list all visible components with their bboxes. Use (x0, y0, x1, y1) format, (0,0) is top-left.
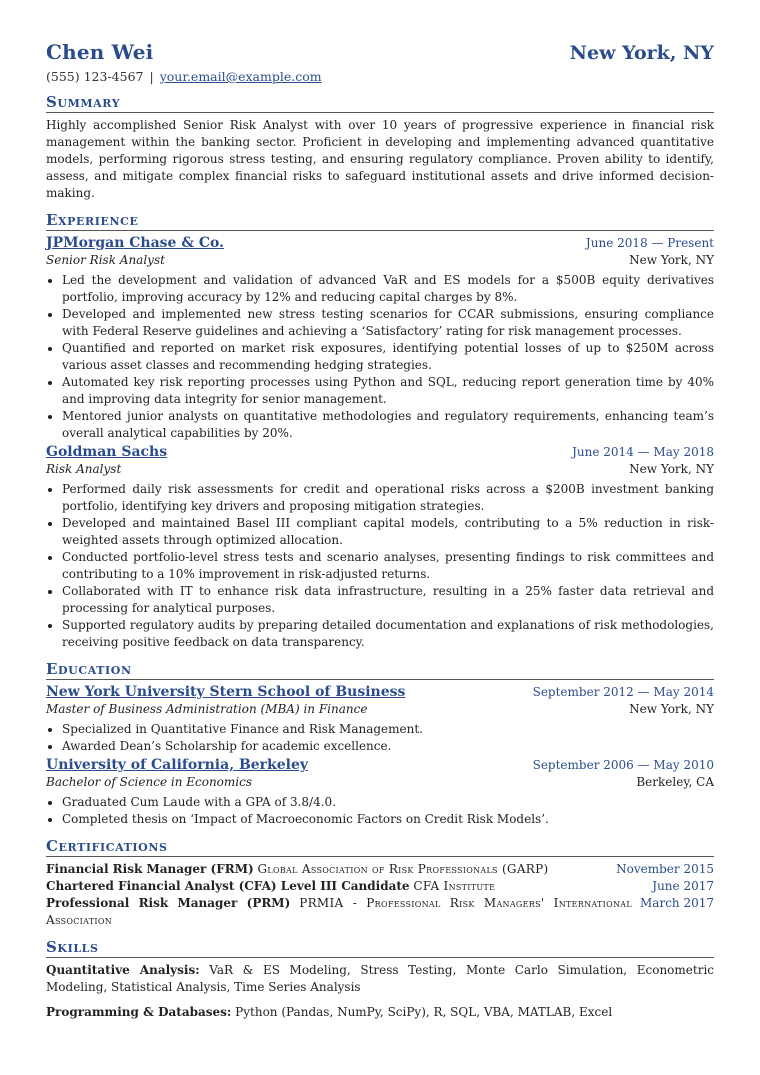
contact-separator: | (149, 69, 154, 84)
experience-location: New York, NY (629, 462, 714, 476)
skill-line (46, 1004, 714, 1021)
education-entry (46, 684, 714, 755)
education-entry (46, 757, 714, 828)
experience-bullet: • Developed and implemented new stress testing scenarios for CCAR submissions, ensuring compliance with Federal Reserve guidelines and achieving a ‘Satisfactory’ rating for risk management processes. (62, 306, 714, 340)
experience-organization-link[interactable]: JPMorgan Chase & Co. (46, 235, 224, 251)
education-bullet: • Awarded Dean’s Scholarship for academic excellence. (62, 738, 714, 755)
experience-header-row (46, 444, 714, 460)
certification-date: November 2015 (616, 862, 714, 876)
certification-text (46, 895, 640, 929)
certification-name: Professional Risk Manager (PRM) (46, 896, 291, 910)
section-title-experience: Experience (46, 211, 714, 231)
experience-bullet: • Mentored junior analysts on quantitative methodologies and regulatory requirements, enhancing team’s overall analytical capabilities by 20%. (62, 408, 714, 442)
phone-number: (555) 123-4567 (46, 69, 144, 84)
education-organization-link[interactable]: New York University Stern School of Business (46, 684, 406, 700)
experience-role-row (46, 251, 714, 267)
skill-items: VaR & ES Modeling, Stress Testing, Monte Carlo Simulation, Econometric Modeling, Statistical Analysis, Time Series Analysis (46, 963, 714, 994)
certification-row (46, 878, 714, 895)
resume-header (46, 40, 714, 64)
experience-header-row (46, 235, 714, 251)
section-title-skills: Skills (46, 938, 714, 958)
contact-line (46, 69, 714, 84)
experience-bullet: • Conducted portfolio-level stress tests and scenario analyses, presenting findings to risk committees and contributing to a 10% improvement in risk-adjusted returns. (62, 549, 714, 583)
education-location: New York, NY (629, 702, 714, 716)
education-list (46, 684, 714, 828)
skill-list (46, 962, 714, 1021)
experience-bullet: • Performed daily risk assessments for credit and operational risks across a $200B investment banking portfolio, identifying key drivers and proposing mitigation strategies. (62, 481, 714, 515)
experience-location: New York, NY (629, 253, 714, 267)
email-link[interactable]: your.email@example.com (159, 69, 322, 84)
section-title-education: Education (46, 660, 714, 680)
certification-row (46, 895, 714, 929)
experience-bullet: • Supported regulatory audits by preparing detailed documentation and explanations of risk methodologies, receiving positive feedback on data transparency. (62, 617, 714, 651)
experience-role: Senior Risk Analyst (46, 253, 165, 267)
experience-bullet-list (46, 481, 714, 651)
education-header-row (46, 757, 714, 773)
education-dates: September 2006 — May 2010 (532, 758, 714, 772)
education-bullet: • Specialized in Quantitative Finance and Risk Management. (62, 721, 714, 738)
education-bullet-list (46, 721, 714, 755)
education-role-row (46, 773, 714, 789)
certification-text (46, 861, 616, 878)
skill-line (46, 962, 714, 996)
experience-entry (46, 444, 714, 651)
experience-bullet: • Quantified and reported on market risk exposures, identifying potential losses of up to $250M across various asset classes and recommending hedging strategies. (62, 340, 714, 374)
candidate-name: Chen Wei (46, 40, 154, 64)
education-dates: September 2012 — May 2014 (532, 685, 714, 699)
experience-dates: June 2018 — Present (585, 236, 714, 250)
certification-issuer: PRMIA - Professional Risk Managers' International Association (46, 896, 632, 927)
experience-organization-link[interactable]: Goldman Sachs (46, 444, 168, 460)
experience-bullet: • Developed and maintained Basel III compliant capital models, contributing to a 5% reduction in risk-weighted assets through optimized allocation. (62, 515, 714, 549)
education-organization-link[interactable]: University of California, Berkeley (46, 757, 309, 773)
candidate-location: New York, NY (569, 42, 714, 64)
section-title-certifications: Certifications (46, 837, 714, 857)
certification-date: June 2017 (652, 879, 714, 893)
experience-role: Risk Analyst (46, 462, 122, 476)
skill-category: Programming & Databases: (46, 1005, 232, 1019)
experience-bullet-list (46, 272, 714, 442)
certification-row (46, 861, 714, 878)
certification-issuer: CFA Institute (413, 879, 496, 893)
summary-text: Highly accomplished Senior Risk Analyst with over 10 years of progressive experience in financial risk management within the banking sector. Proficient in developing and implementing advanced quantitative models, performing rigorous stress testing, and ensuring regulatory compliance. Proven ability to identify, assess, and mitigate complex financial risks to safeguard institutional assets and drive informed decision-making. (46, 118, 714, 200)
education-bullet: • Graduated Cum Laude with a GPA of 3.8/4.0. (62, 794, 714, 811)
education-header-row (46, 684, 714, 700)
experience-entry (46, 235, 714, 442)
certification-name: Financial Risk Manager (FRM) (46, 862, 254, 876)
experience-bullet: • Led the development and validation of advanced VaR and ES models for a $500B equity derivatives portfolio, improving accuracy by 12% and reducing capital charges by 8%. (62, 272, 714, 306)
education-bullet: • Completed thesis on ‘Impact of Macroeconomic Factors on Credit Risk Models’. (62, 811, 714, 828)
section-title-summary: Summary (46, 93, 714, 113)
education-location: Berkeley, CA (636, 775, 714, 789)
skill-items: Python (Pandas, NumPy, SciPy), R, SQL, VBA, MATLAB, Excel (235, 1005, 613, 1019)
education-role: Master of Business Administration (MBA) in Finance (46, 702, 368, 716)
experience-list (46, 235, 714, 651)
education-bullet-list (46, 794, 714, 828)
experience-dates: June 2014 — May 2018 (572, 445, 714, 459)
experience-bullet: • Collaborated with IT to enhance risk data infrastructure, resulting in a 25% faster data retrieval and processing for analytical purposes. (62, 583, 714, 617)
experience-role-row (46, 460, 714, 476)
education-role: Bachelor of Science in Economics (46, 775, 252, 789)
certification-text (46, 878, 652, 895)
certification-issuer: Global Association of Risk Professionals (GARP) (257, 862, 549, 876)
certification-list (46, 861, 714, 929)
skill-category: Quantitative Analysis: (46, 963, 200, 977)
certification-date: March 2017 (640, 896, 714, 910)
certification-name: Chartered Financial Analyst (CFA) Level III Candidate (46, 879, 410, 893)
experience-bullet: • Automated key risk reporting processes using Python and SQL, reducing report generation time by 40% and improving data integrity for senior management. (62, 374, 714, 408)
education-role-row (46, 700, 714, 716)
